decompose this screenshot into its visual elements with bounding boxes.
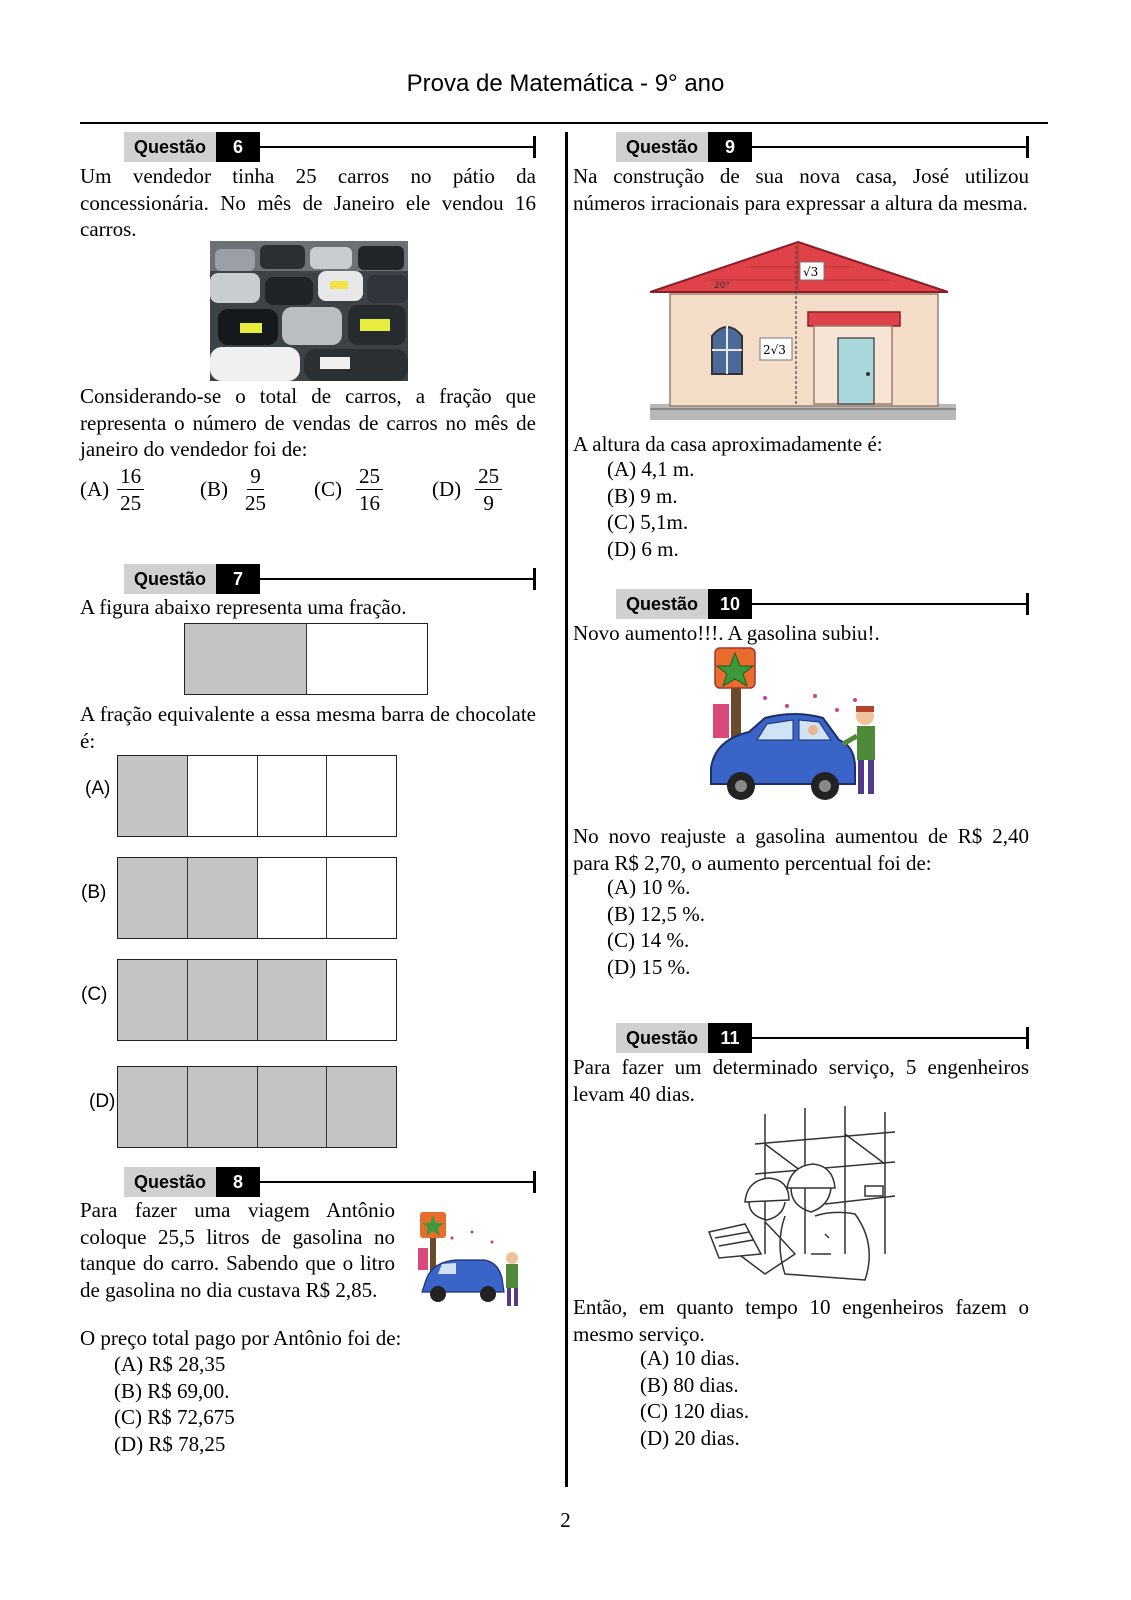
bar-cell	[257, 756, 327, 836]
bar-cell	[326, 858, 396, 938]
question-11-header	[616, 1023, 1029, 1053]
q8-option-b[interactable]: (B) R$ 69,00.	[114, 1378, 230, 1403]
cars-photo	[210, 241, 408, 381]
bar-cell	[118, 756, 187, 836]
house-roof-label: √3	[803, 265, 819, 279]
q11-option-a[interactable]: (A) 10 dias.	[640, 1346, 740, 1370]
question-7-header	[124, 564, 536, 594]
q8-options	[114, 1351, 235, 1457]
q7-option-a-bar[interactable]	[117, 755, 397, 837]
question-number: 11	[708, 1023, 752, 1053]
q6-option-a[interactable]: (A) $\frac{16}{25}$	[80, 463, 200, 516]
bar-cell	[118, 960, 187, 1040]
bar-cell	[326, 756, 396, 836]
bar-cell	[187, 960, 257, 1040]
q7-main-bar	[184, 623, 428, 695]
q6-option-d[interactable]: (D) $\frac{25}{9}$	[432, 463, 502, 516]
house-illustration	[650, 240, 956, 420]
question-label: Questão	[124, 1167, 216, 1197]
q7-option-b-label: (B)	[81, 882, 107, 903]
gas-station-car-illustration	[705, 644, 895, 808]
bar-cell	[118, 858, 187, 938]
q8-option-d[interactable]: (D) R$ 78,25	[114, 1431, 226, 1456]
house-angle-label: 20°	[714, 281, 730, 291]
bar-cell	[118, 1067, 187, 1147]
column-divider	[565, 132, 568, 1487]
question-label: Questão	[616, 132, 708, 162]
bar-cell	[326, 960, 396, 1040]
q6-options	[80, 463, 536, 516]
engineers-illustration	[705, 1104, 900, 1289]
question-number: 7	[216, 564, 260, 594]
bar-cell	[187, 1067, 257, 1147]
bar-cell	[326, 1067, 396, 1147]
question-number: 6	[216, 132, 260, 162]
q7-option-d-bar[interactable]	[117, 1066, 397, 1148]
q6-text: Um vendedor tinha 25 carros no pátio da concessionária. No mês de Janeiro ele vendou 16 carros.	[80, 164, 536, 241]
q6-option-b[interactable]: (B) $\frac{9}{25}$	[200, 464, 266, 515]
bar-cell	[187, 858, 257, 938]
q7-text: A figura abaixo representa uma fração.	[80, 595, 407, 619]
question-6-header	[124, 132, 536, 162]
q10-option-d[interactable]: (D) 15 %.	[607, 954, 691, 979]
q8-text: Para fazer uma viagem Antônio coloque 25,5 litros de gasolina no tanque do carro. Sabendo que o litro de gasolina no dia custava R$ 2,85.	[80, 1198, 395, 1302]
q8-question: O preço total pago por Antônio foi de:	[80, 1326, 402, 1350]
q11-question: Então, em quanto tempo 10 engenheiros fazem o mesmo serviço.	[573, 1295, 1029, 1346]
q9-options	[607, 456, 695, 562]
q9-option-b[interactable]: (B) 9 m.	[607, 483, 678, 508]
question-number: 9	[708, 132, 752, 162]
q7-option-d-label: (D)	[89, 1091, 116, 1112]
question-8-header	[124, 1167, 536, 1197]
q10-option-a[interactable]: (A) 10 %.	[607, 875, 691, 899]
q7-option-c-bar[interactable]	[117, 959, 397, 1041]
title-rule	[80, 122, 1048, 124]
q10-option-b[interactable]: (B) 12,5 %.	[607, 901, 705, 926]
bar-cell	[306, 624, 428, 694]
q10-options	[607, 874, 705, 980]
q9-option-d[interactable]: (D) 6 m.	[607, 536, 679, 561]
q11-option-d[interactable]: (D) 20 dias.	[640, 1425, 740, 1450]
q11-options	[640, 1345, 749, 1451]
q9-option-c[interactable]: (C) 5,1m.	[607, 510, 689, 534]
page-number: 2	[560, 1508, 571, 1532]
page-title: Prova de Matemática - 9° ano	[406, 70, 725, 97]
question-9-header	[616, 132, 1029, 162]
house-wall-label: 2√3	[763, 343, 786, 357]
question-10-header	[616, 589, 1029, 619]
q8-option-c[interactable]: (C) R$ 72,675	[114, 1405, 235, 1429]
question-number: 10	[708, 589, 752, 619]
question-label: Questão	[124, 564, 216, 594]
q11-option-b[interactable]: (B) 80 dias.	[640, 1372, 739, 1397]
q10-option-c[interactable]: (C) 14 %.	[607, 928, 690, 952]
q7-question: A fração equivalente a essa mesma barra de chocolate é:	[80, 702, 536, 753]
q10-text: Novo aumento!!!. A gasolina subiu!.	[573, 621, 880, 645]
q11-option-c[interactable]: (C) 120 dias.	[640, 1399, 750, 1423]
q7-option-a-label: (A)	[85, 778, 111, 799]
q9-question: A altura da casa aproximadamente é:	[573, 432, 883, 456]
gas-station-car-illustration	[412, 1208, 530, 1312]
question-number: 8	[216, 1167, 260, 1197]
bar-cell	[257, 1067, 327, 1147]
q7-option-b-bar[interactable]	[117, 857, 397, 939]
q11-text: Para fazer um determinado serviço, 5 engenheiros levam 40 dias.	[573, 1055, 1029, 1106]
question-label: Questão	[616, 589, 708, 619]
question-label: Questão	[124, 132, 216, 162]
bar-cell	[257, 960, 327, 1040]
q8-option-a[interactable]: (A) R$ 28,35	[114, 1352, 226, 1376]
q9-option-a[interactable]: (A) 4,1 m.	[607, 457, 695, 481]
question-label: Questão	[616, 1023, 708, 1053]
bar-cell	[187, 756, 257, 836]
q10-question: No novo reajuste a gasolina aumentou de R$ 2,40 para R$ 2,70, o aumento percentual foi de:	[573, 824, 1029, 875]
q6-question: Considerando-se o total de carros, a fração que representa o número de vendas de carros no mês de janeiro do vendedor foi de:	[80, 384, 536, 461]
bar-cell	[257, 858, 327, 938]
q9-text: Na construção de sua nova casa, José utilizou números irracionais para expressar a altura da mesma.	[573, 164, 1029, 215]
bar-cell	[185, 624, 306, 694]
q6-option-c[interactable]: (C) $\frac{25}{16}$	[314, 463, 432, 516]
q7-option-c-label: (C)	[81, 984, 108, 1005]
